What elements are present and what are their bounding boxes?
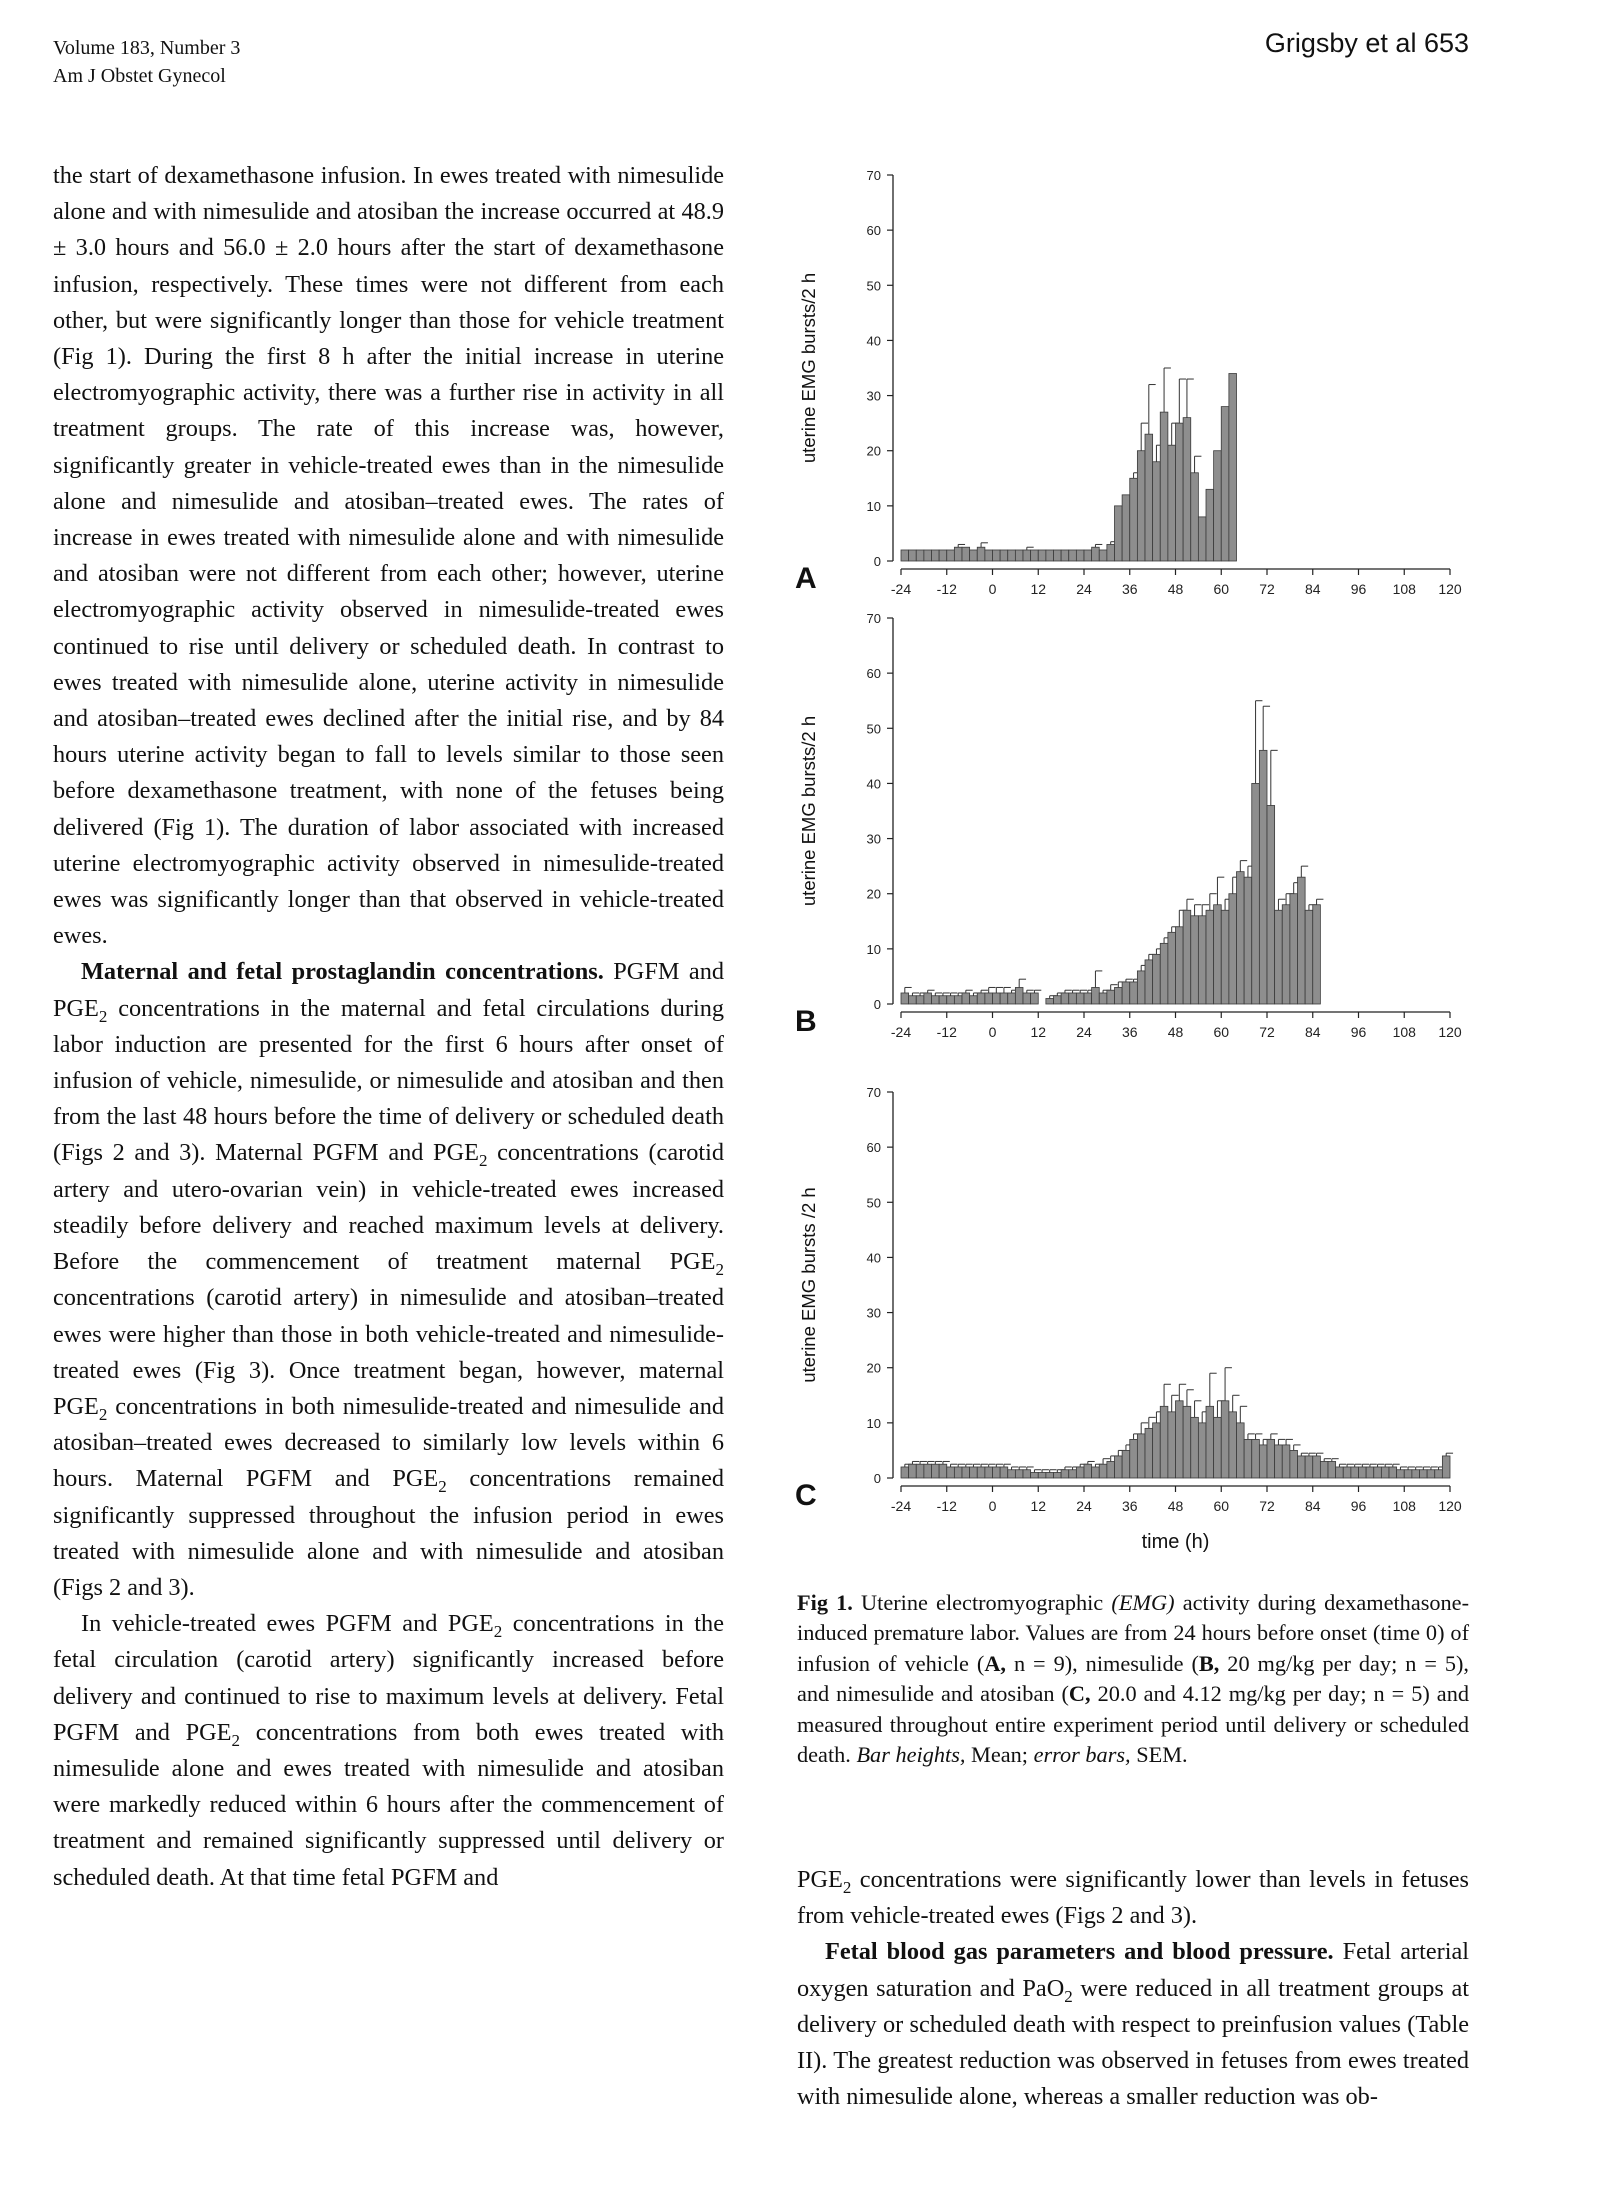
panel-c-y-tick-label: 10 xyxy=(866,1415,881,1431)
panel-c-bar xyxy=(1374,1467,1382,1478)
panel-a-bar xyxy=(901,550,909,561)
panel-b-bar xyxy=(1076,993,1084,1004)
panel-b-bar xyxy=(1153,954,1161,1004)
panel-b-x-tick-label: 60 xyxy=(1213,1024,1230,1040)
panel-c-bar xyxy=(1290,1450,1298,1478)
panel-a-bar xyxy=(1046,550,1054,561)
panel-c-bar xyxy=(1054,1472,1062,1478)
panel-a-bar xyxy=(1015,550,1023,561)
panel-b-x-tick-label: 12 xyxy=(1030,1024,1047,1040)
panel-a-y-tick-label: 0 xyxy=(873,554,881,569)
panel-b-bar xyxy=(909,996,917,1004)
panel-a-bar xyxy=(1214,451,1222,561)
panel-a-bar xyxy=(1099,550,1107,561)
panel-c-bar xyxy=(1069,1470,1077,1478)
panel-c-bar xyxy=(1435,1470,1443,1478)
panel-c-bar xyxy=(1313,1456,1321,1478)
panel-c-bar xyxy=(1107,1461,1115,1478)
panel-c-bar xyxy=(1061,1470,1069,1478)
panel-b-x-tick-label: 72 xyxy=(1259,1024,1275,1040)
right-column xyxy=(797,1862,1469,2115)
panel-c-bar xyxy=(1244,1439,1252,1478)
panel-b-bar xyxy=(1214,905,1222,1004)
panel-a-bar xyxy=(1229,374,1237,561)
panel-a-y-tick-label: 60 xyxy=(866,223,881,239)
panel-a-x-tick-label: 48 xyxy=(1167,581,1184,597)
panel-a-bar xyxy=(1076,550,1084,561)
panel-a-bar xyxy=(1038,550,1046,561)
panel-c-bar xyxy=(1183,1406,1191,1478)
panel-c-bar xyxy=(1000,1467,1008,1478)
paragraph: Maternal and fetal prostaglandin concentrations. PGFM and $PGE_2$ concentrations in the maternal and fetal circulations during labor induction are presented for the first 6 hours after onset of infusion of vehicle, nimesulide, or nimesulide and atosiban and then from the last 48 hours before the time of delivery or scheduled death (Figs 2 and 3). Maternal PGFM and $PGE_2$ concentrations (carotid artery and utero-ovarian vein) in vehicle-treated ewes increased steadily before delivery and reached maximum levels at delivery. Before the commencement of treatment maternal $PGE_2$ concentrations (carotid artery) in nimesulide and atosiban–treated ewes were higher than those in both vehicle-treated and nimesulide-treated ewes (Fig 3). Once treatment began, however, maternal $PGE_2$ concentrations in both nimesulide-treated and nimesulide and atosiban–treated ewes decreased to similarly low levels within 6 hours. Maternal PGFM and $PGE_2$ concentrations remained significantly suppressed throughout the infusion period in ewes treated with nimesulide alone and with nimesulide and atosiban (Figs 2 and 3). xyxy=(53,958,725,1601)
panel-b-bar xyxy=(1252,783,1260,1004)
panel-c-bar xyxy=(1130,1439,1138,1478)
panel-c-bar xyxy=(1359,1467,1367,1478)
panel-b-y-tick-label: 0 xyxy=(873,997,881,1012)
panel-a-bar xyxy=(1069,550,1077,561)
panel-b-bar xyxy=(1107,990,1115,1004)
panel-a-bar xyxy=(1092,547,1100,561)
panel-c-bar xyxy=(1259,1445,1267,1478)
panel-c-bar xyxy=(1099,1464,1107,1478)
panel-b-bar xyxy=(954,996,962,1004)
panel-c-bar xyxy=(1229,1412,1237,1478)
panel-a-y-tick-label: 20 xyxy=(866,443,881,459)
panel-b-bar xyxy=(1244,877,1252,1004)
figure-caption: Fig 1. Uterine electromyographic (EMG) activity during dexamethasone-induced premature labor. Values are from 24 hours before onset (time 0) of infusion of vehicle (A, n = 9), nimesulide (B, 20 mg/kg per day; n = 5), and nimesulide and atosiban (C, 20.0 and 4.12 mg/kg per day; n = 5) and measured throughout entire experiment period until delivery or scheduled death. Bar heights, Mean; error bars, SEM. xyxy=(797,1590,1470,1768)
panel-c-x-tick-label: 48 xyxy=(1167,1498,1184,1514)
panel-b-y-tick-label: 50 xyxy=(866,721,881,737)
panel-c-y-tick-label: 0 xyxy=(873,1471,881,1486)
panel-b-bar xyxy=(1145,960,1153,1004)
panel-c-x-tick-label: 36 xyxy=(1121,1498,1138,1514)
panel-c-bar xyxy=(932,1464,940,1478)
panel-b-x-tick-label: 36 xyxy=(1121,1024,1138,1040)
panel-c-y-tick-label: 20 xyxy=(866,1360,881,1376)
panel-b-x-tick-label: 48 xyxy=(1167,1024,1184,1040)
panel-b-y-tick-label: 40 xyxy=(866,776,881,792)
panel-a-y-tick-label: 30 xyxy=(866,388,881,404)
panel-a-bar xyxy=(1145,434,1153,561)
panel-c-bar xyxy=(1252,1439,1260,1478)
panel-b-bar xyxy=(1046,998,1054,1004)
panel-b-bar xyxy=(1206,910,1214,1004)
panel-c-bar xyxy=(1214,1417,1222,1478)
panel-c-bar xyxy=(1389,1467,1397,1478)
panel-b-y-tick-label: 70 xyxy=(866,611,881,626)
header-left xyxy=(53,34,240,90)
panel-c-bar xyxy=(901,1467,909,1478)
panel-b-bar xyxy=(1130,982,1138,1004)
panel-b-bar xyxy=(947,996,955,1004)
panel-a-bar xyxy=(1221,407,1229,561)
panel-a-y-tick-label: 70 xyxy=(866,168,881,183)
panel-c-y-tick-label: 30 xyxy=(866,1305,881,1321)
panel-a-bar xyxy=(909,550,917,561)
panel-c-x-tick-label: -24 xyxy=(890,1498,912,1514)
panel-a-label: A xyxy=(795,562,817,595)
panel-c-bar xyxy=(916,1464,924,1478)
panel-c-bar xyxy=(1328,1461,1336,1478)
panel-b-bar xyxy=(1122,982,1130,1004)
panel-c-bar xyxy=(1221,1401,1229,1478)
panel-a-x-tick-label: 120 xyxy=(1438,581,1462,597)
panel-b-bar xyxy=(985,993,993,1004)
panel-a-bar xyxy=(1130,478,1138,561)
panel-c-x-axis-label: time (h) xyxy=(1141,1531,1210,1553)
panel-c-bar xyxy=(1008,1470,1016,1478)
panel-b-bar xyxy=(1275,910,1283,1004)
panel-b-y-tick-label: 20 xyxy=(866,886,881,902)
panel-c-bar xyxy=(947,1467,955,1478)
paragraph: $PGE_2$ concentrations were significantly lower than levels in fetuses from vehicle-treated ewes (Figs 2 and 3). xyxy=(797,1866,1469,1930)
panel-c-bar xyxy=(1115,1456,1123,1478)
panel-a-y-tick-label: 50 xyxy=(866,278,881,294)
panel-b-bar xyxy=(993,993,1001,1004)
panel-b-bar xyxy=(932,996,940,1004)
panel-c-bar xyxy=(1168,1412,1176,1478)
panel-c-bar xyxy=(1137,1434,1145,1478)
panel-a-bar xyxy=(962,547,970,561)
panel-c-bar xyxy=(1343,1467,1351,1478)
panel-c-bar xyxy=(1351,1467,1359,1478)
panel-b-bar xyxy=(1061,993,1069,1004)
panel-c-bar xyxy=(1153,1423,1161,1478)
left-column xyxy=(53,158,724,1896)
section-heading: Maternal and fetal prostaglandin concentrations. xyxy=(81,958,604,986)
panel-c-bar xyxy=(1191,1417,1199,1478)
panel-a-bar xyxy=(1084,550,1092,561)
panel-b-bar xyxy=(1282,905,1290,1004)
panel-a-x-tick-label: -12 xyxy=(936,581,957,597)
panel-b-bar xyxy=(1115,987,1123,1004)
panel-c-bar xyxy=(1015,1470,1023,1478)
panel-a-bar xyxy=(970,550,978,561)
panel-c-x-tick-label: 84 xyxy=(1304,1498,1321,1514)
panel-b-x-tick-label: 0 xyxy=(988,1024,997,1040)
panel-b-bar xyxy=(1259,750,1267,1004)
panel-b-y-tick-label: 30 xyxy=(866,831,881,847)
panel-c-x-tick-label: 60 xyxy=(1213,1498,1230,1514)
panel-a-bar xyxy=(1115,506,1123,561)
panel-c-bar xyxy=(954,1467,962,1478)
panel-a-bar xyxy=(1054,550,1062,561)
panel-c-bar xyxy=(1442,1456,1450,1478)
caption-label: Fig 1. xyxy=(797,1590,853,1615)
panel-a-bar xyxy=(1191,473,1199,561)
panel-a-bar xyxy=(947,550,955,561)
panel-a-y-tick-label: 10 xyxy=(866,498,881,514)
panel-c-y-tick-label: 40 xyxy=(866,1250,881,1266)
panel-b-bar xyxy=(1237,872,1245,1004)
panel-c-bar xyxy=(1404,1470,1412,1478)
panel-c-x-tick-label: 96 xyxy=(1350,1498,1367,1514)
panel-c-bar xyxy=(1023,1470,1031,1478)
panel-a-bar xyxy=(1160,412,1168,561)
panel-b-bar xyxy=(924,993,932,1004)
panel-c-x-tick-label: 120 xyxy=(1438,1498,1462,1514)
panel-b-bar xyxy=(939,996,947,1004)
panel-c-bar xyxy=(1420,1470,1428,1478)
panel-a-bar xyxy=(1137,451,1145,561)
panel-c-bar xyxy=(1122,1450,1130,1478)
panel-b-x-tick-label: 108 xyxy=(1392,1024,1416,1040)
panel-a-bar xyxy=(1122,495,1130,561)
panel-a-x-tick-label: 60 xyxy=(1213,581,1230,597)
panel-b-x-tick-label: 96 xyxy=(1350,1024,1367,1040)
panel-c-bar xyxy=(1031,1472,1039,1478)
panel-c-bar xyxy=(1206,1406,1214,1478)
panel-b-bar xyxy=(1267,805,1275,1004)
panel-c-bar xyxy=(1427,1470,1435,1478)
panel-b-bar xyxy=(1290,894,1298,1004)
panel-b-bar xyxy=(970,996,978,1004)
panel-a-bar xyxy=(1107,544,1115,561)
panel-c-bar xyxy=(1305,1456,1313,1478)
panel-b-bar xyxy=(1008,993,1016,1004)
panel-c-bar xyxy=(1145,1428,1153,1478)
panel-b-bar xyxy=(1168,932,1176,1004)
panel-a-x-tick-label: 36 xyxy=(1121,581,1138,597)
panel-a-bar xyxy=(1168,445,1176,561)
panel-b-y-axis-label: uterine EMG bursts/2 h xyxy=(798,715,819,907)
panel-c-bar xyxy=(985,1467,993,1478)
panel-a-bar xyxy=(1153,462,1161,561)
panel-c-bar xyxy=(1160,1406,1168,1478)
panel-b-bar xyxy=(1069,993,1077,1004)
panel-a-bar xyxy=(1023,550,1031,561)
panel-c-bar xyxy=(1412,1470,1420,1478)
panel-b-bar xyxy=(1054,996,1062,1004)
panel-c-bar xyxy=(1267,1439,1275,1478)
panel-c-bar xyxy=(1366,1467,1374,1478)
panel-c-bar xyxy=(1275,1445,1283,1478)
panel-b-bar xyxy=(1198,916,1206,1004)
panel-b-bar xyxy=(1221,910,1229,1004)
panel-c-x-tick-label: 0 xyxy=(988,1498,997,1514)
panel-c-bar xyxy=(1237,1423,1245,1478)
panel-a-bar xyxy=(977,547,985,561)
panel-a-bar xyxy=(985,550,993,561)
panel-b-x-tick-label: -12 xyxy=(936,1024,957,1040)
panel-c-bar xyxy=(1092,1467,1100,1478)
panel-b-label: B xyxy=(795,1005,817,1038)
panel-b-bar xyxy=(1084,993,1092,1004)
panel-c-y-tick-label: 50 xyxy=(866,1195,881,1211)
panel-a-bar xyxy=(1061,550,1069,561)
panel-a-x-tick-label: -24 xyxy=(890,581,912,597)
panel-a-x-tick-label: 0 xyxy=(988,581,997,597)
panel-b-bar xyxy=(1191,916,1199,1004)
panel-a-x-tick-label: 108 xyxy=(1392,581,1416,597)
panel-c-bar xyxy=(1336,1467,1344,1478)
paragraph: Fetal blood gas parameters and blood pressure. Fetal arterial oxygen saturation and PaO$_2$ were reduced in all treatment groups at delivery or scheduled death with respect to preinfusion values (Table II). The greatest reduction was observed in fetuses from ewes treated with nimesulide alone, whereas a smaller reduction was ob- xyxy=(797,1938,1469,2111)
section-heading: Fetal blood gas parameters and blood pressure. xyxy=(825,1938,1334,1966)
panel-a-bar xyxy=(1183,418,1191,561)
panel-a-bar xyxy=(1000,550,1008,561)
panel-b-bar xyxy=(901,993,909,1004)
panel-a-bar xyxy=(1008,550,1016,561)
panel-b-bar xyxy=(962,993,970,1004)
panel-a-x-tick-label: 96 xyxy=(1350,581,1367,597)
panel-b-bar xyxy=(977,993,985,1004)
panel-a-bar xyxy=(932,550,940,561)
panel-b-bar xyxy=(1092,987,1100,1004)
panel-b-x-tick-label: 120 xyxy=(1438,1024,1462,1040)
panel-a-bar xyxy=(1176,423,1184,561)
panel-a-bar xyxy=(939,550,947,561)
panel-b-y-tick-label: 60 xyxy=(866,666,881,682)
panel-a-bar xyxy=(993,550,1001,561)
panel-b-x-tick-label: -24 xyxy=(890,1024,912,1040)
panel-c-bar xyxy=(1076,1467,1084,1478)
panel-a-x-tick-label: 12 xyxy=(1030,581,1047,597)
panel-c-bar xyxy=(993,1467,1001,1478)
panel-a-bar xyxy=(1206,489,1214,561)
panel-a-bar xyxy=(1198,517,1206,561)
panel-c-bar xyxy=(977,1467,985,1478)
panel-c-bar xyxy=(939,1464,947,1478)
panel-a-x-tick-label: 72 xyxy=(1259,581,1275,597)
panel-c-bar xyxy=(1046,1472,1054,1478)
journal-line: Am J Obstet Gynecol xyxy=(53,65,226,87)
panel-b-bar xyxy=(1176,927,1184,1004)
panel-a-bar xyxy=(954,547,962,561)
panel-b-x-tick-label: 84 xyxy=(1304,1024,1321,1040)
panel-c-bar xyxy=(1397,1470,1405,1478)
panel-c-bar xyxy=(962,1467,970,1478)
running-head: Grigsby et al 653 xyxy=(1264,28,1469,58)
panel-c-y-axis-label: uterine EMG bursts /2 h xyxy=(798,1187,819,1383)
panel-c-bar xyxy=(1298,1456,1306,1478)
panel-c-x-tick-label: 108 xyxy=(1392,1498,1416,1514)
panel-b-bar xyxy=(916,996,924,1004)
panel-b-bar xyxy=(1137,971,1145,1004)
volume-line: Volume 183, Number 3 xyxy=(53,37,241,59)
panel-b-bar xyxy=(1000,993,1008,1004)
panel-b-bar xyxy=(1099,993,1107,1004)
panel-b-x-tick-label: 24 xyxy=(1076,1024,1092,1040)
panel-b-bar xyxy=(1313,905,1321,1004)
panel-a-bar xyxy=(924,550,932,561)
paragraph: In vehicle-treated ewes PGFM and $PGE_2$ concentrations in the fetal circulation (carotid artery) significantly increased before delivery and continued to rise to maximum levels at delivery. Fetal PGFM and $PGE_2$ concentrations from both ewes treated with nimesulide alone and ewes treated with nimesulide and atosiban were markedly reduced within 6 hours after the commencement of treatment and remained significantly suppressed until delivery or scheduled death. At that time fetal PGFM and xyxy=(53,1610,725,1891)
panel-c-bar xyxy=(1176,1401,1184,1478)
panel-b-bar xyxy=(1305,910,1313,1004)
panel-a-y-tick-label: 40 xyxy=(866,333,881,349)
panel-a-x-tick-label: 24 xyxy=(1076,581,1092,597)
panel-c-y-tick-label: 70 xyxy=(866,1085,881,1100)
panel-a-y-axis-label: uterine EMG bursts/2 h xyxy=(798,272,819,464)
panel-c-bar xyxy=(1084,1464,1092,1478)
panel-c-y-tick-label: 60 xyxy=(866,1140,881,1156)
panel-c-bar xyxy=(970,1467,978,1478)
panel-c-bar xyxy=(1320,1461,1328,1478)
panel-b-bar xyxy=(1183,910,1191,1004)
panel-c-bar xyxy=(924,1464,932,1478)
panel-c-x-tick-label: 72 xyxy=(1259,1498,1275,1514)
panel-a-x-tick-label: 84 xyxy=(1304,581,1321,597)
panel-c-bar xyxy=(909,1464,917,1478)
panel-c-x-tick-label: 24 xyxy=(1076,1498,1092,1514)
panel-c-bar xyxy=(1381,1467,1389,1478)
panel-b-bar xyxy=(1229,894,1237,1004)
panel-a-bar xyxy=(1031,550,1039,561)
panel-c-x-tick-label: 12 xyxy=(1030,1498,1047,1514)
panel-b-bar xyxy=(1023,993,1031,1004)
panel-b-bar xyxy=(1031,993,1039,1004)
panel-b-bar xyxy=(1298,877,1306,1004)
panel-c-bar xyxy=(1198,1423,1206,1478)
panel-c-x-tick-label: -12 xyxy=(936,1498,957,1514)
panel-a-bar xyxy=(916,550,924,561)
panel-b-y-tick-label: 10 xyxy=(866,941,881,957)
panel-c-bar xyxy=(1282,1445,1290,1478)
figure-1 xyxy=(790,150,1480,1570)
panel-b-bar xyxy=(1015,987,1023,1004)
paragraph: the start of dexamethasone infusion. In ewes treated with nimesulide alone and with nimesulide and atosiban the increase occurred at 48.9 ± 3.0 hours and 56.0 ± 2.0 hours after the start of dexamethasone infusion, respectively. These times were not different from each other, but were significantly longer than those for vehicle treatment (Fig 1). During the first 8 h after the initial increase in uterine electromyographic activity, there was a further rise in activity in all treatment groups. The rate of this increase was, however, significantly greater in vehicle-treated ewes than in the nimesulide alone and nimesulide and atosiban–treated ewes. The rates of increase in ewes treated with nimesulide alone and with nimesulide and atosiban were not different from each other; however, uterine electromyographic activity observed in nimesulide-treated ewes continued to rise until delivery or scheduled death. In contrast to ewes treated with nimesulide alone, uterine activity in nimesulide and atosiban–treated ewes declined after the initial rise, and by 84 hours uterine activity began to fall to levels similar to those seen before dexamethasone treatment, with none of the fetuses being delivered (Fig 1). The duration of labor associated with increased uterine electromyographic activity observed in nimesulide-treated ewes was significantly longer than that observed in vehicle-treated ewes. xyxy=(53,162,724,950)
panel-b-bar xyxy=(1160,943,1168,1004)
panel-c-bar xyxy=(1038,1472,1046,1478)
panel-c-label: C xyxy=(795,1479,817,1512)
